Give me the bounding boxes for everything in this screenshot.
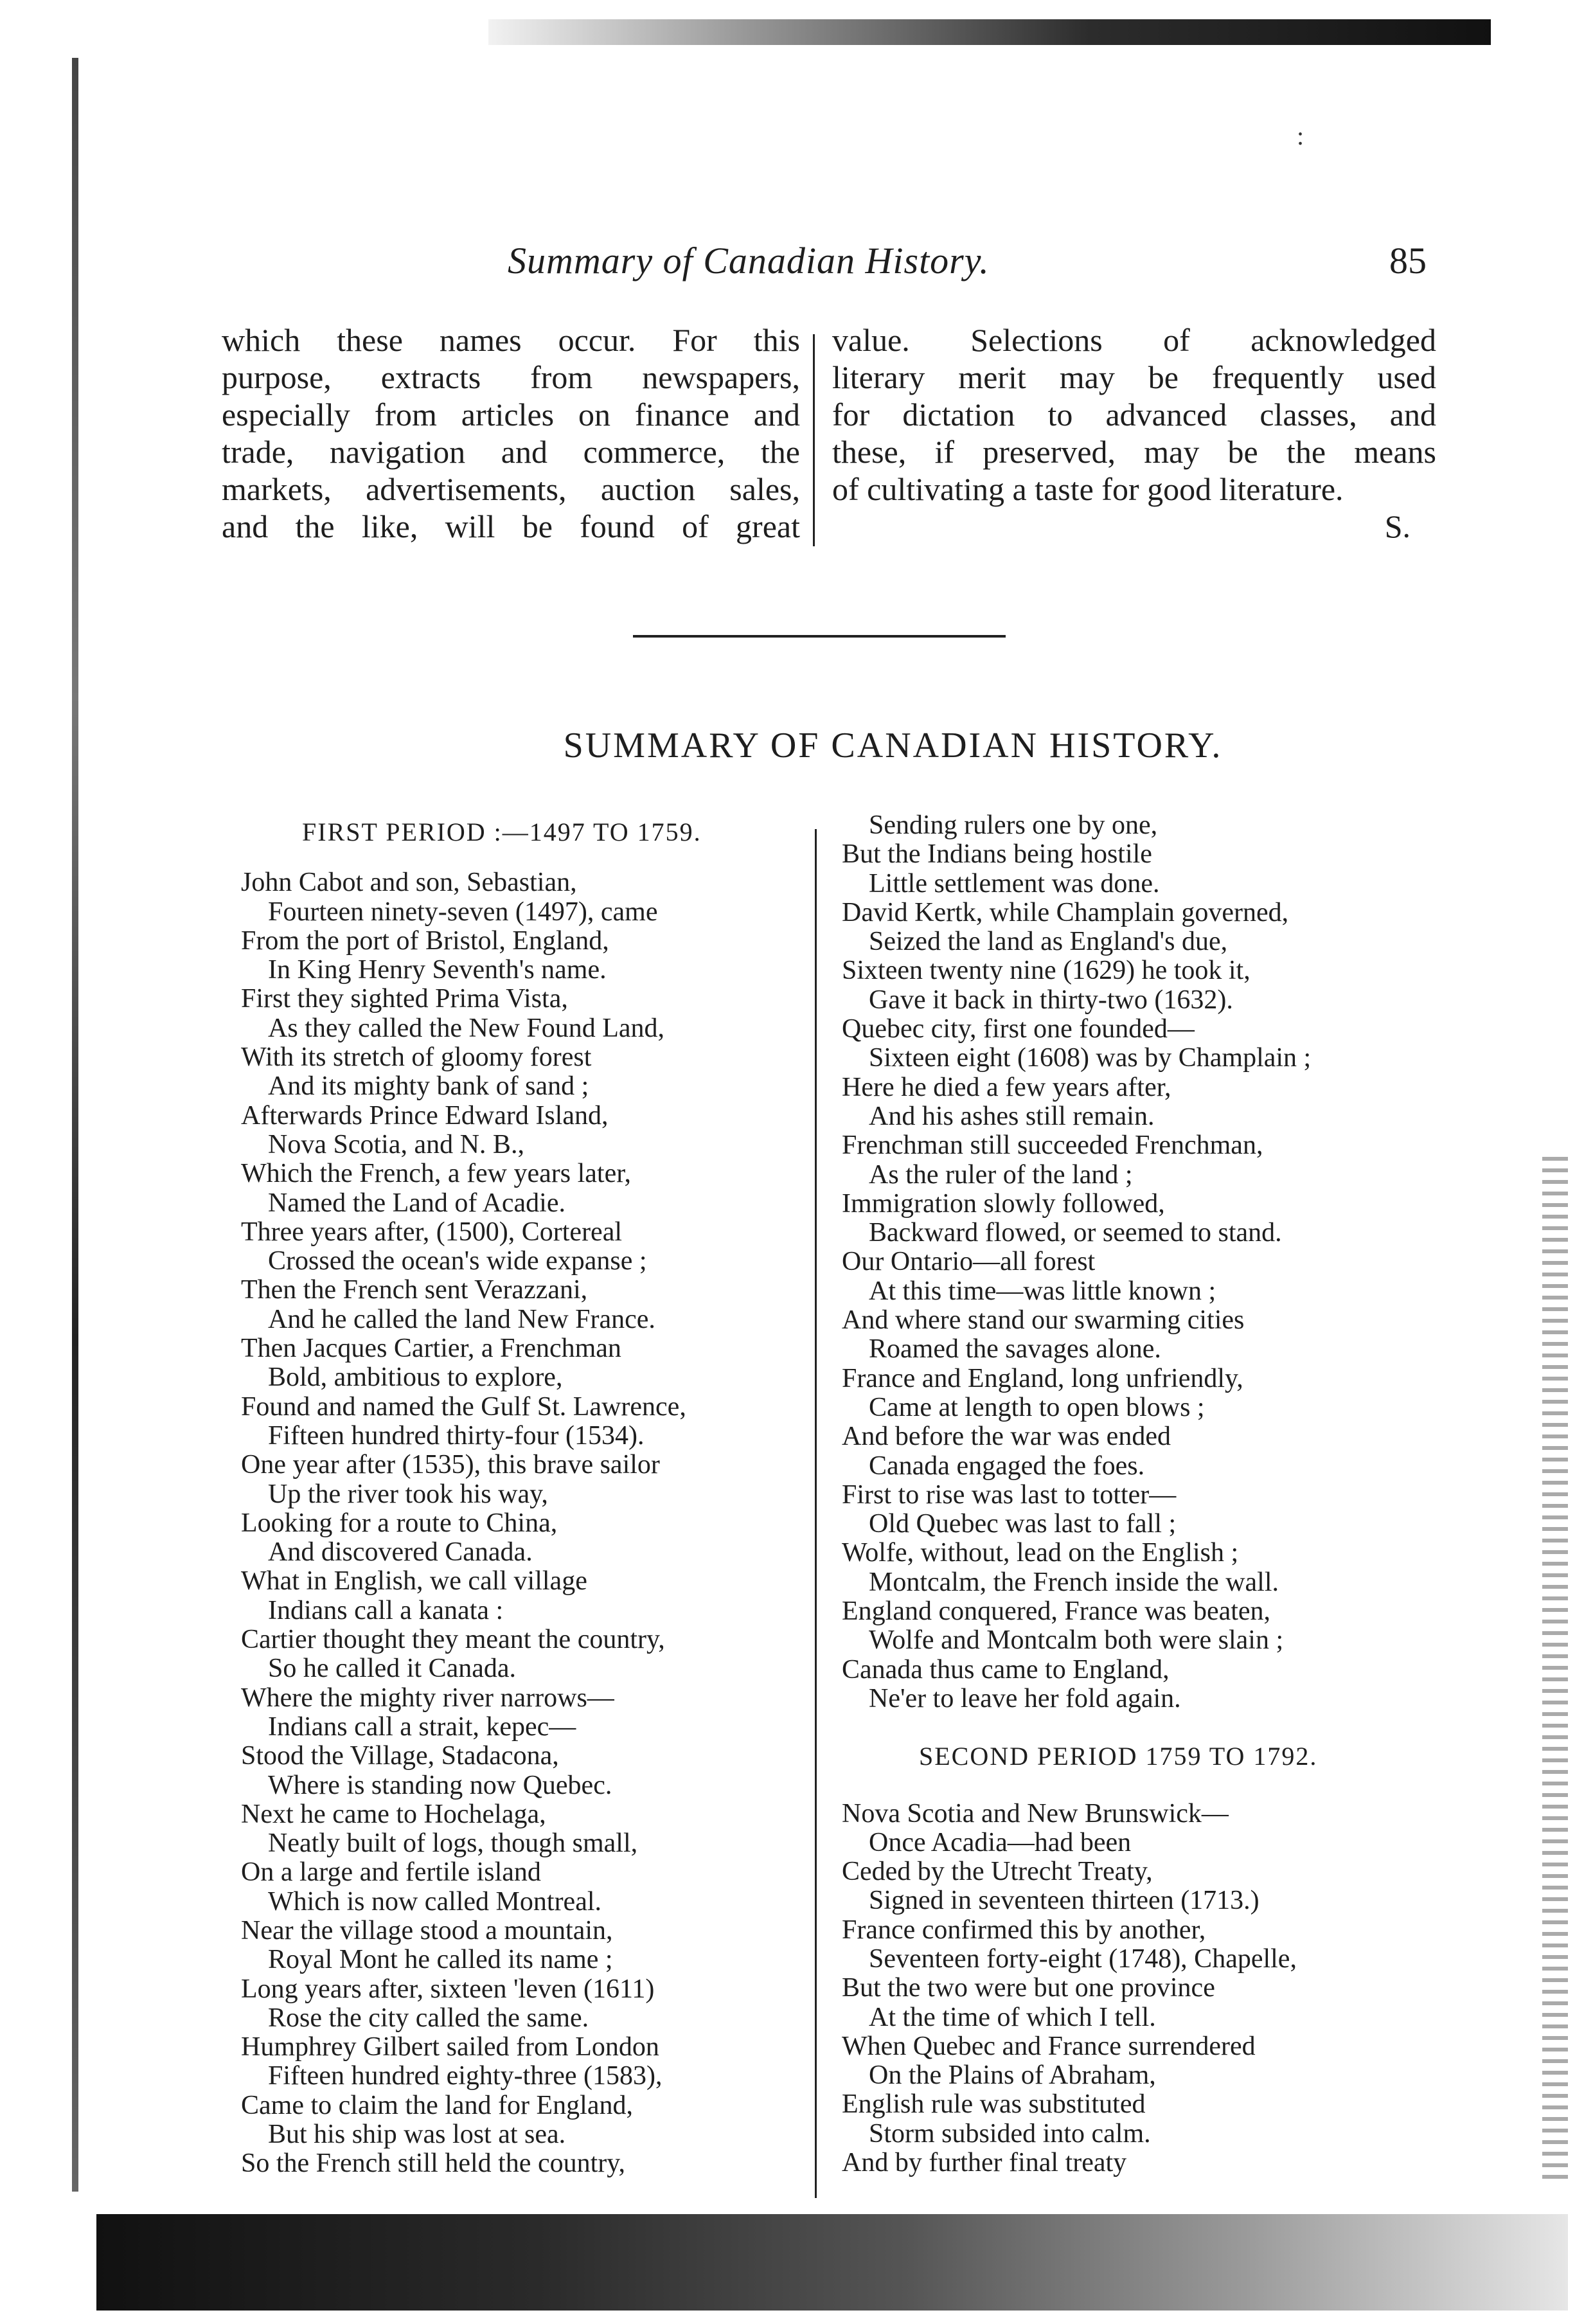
verse-line: Humphrey Gilbert sailed from London xyxy=(241,2032,659,2062)
verse-line: English rule was substituted xyxy=(842,2089,1146,2120)
verse-line: Here he died a few years after, xyxy=(842,1072,1171,1102)
verse-line: Rose the city called the same. xyxy=(268,2003,589,2033)
verse-line: As they called the New Found Land, xyxy=(268,1013,665,1043)
verse-line: What in English, we call village xyxy=(241,1566,587,1596)
verse-line: Named the Land of Acadie. xyxy=(268,1188,565,1218)
verse-line: From the port of Bristol, England, xyxy=(241,925,609,956)
verse-line: In King Henry Seventh's name. xyxy=(268,955,607,985)
verse-line: John Cabot and son, Sebastian, xyxy=(241,868,577,898)
verse-line: Crossed the ocean's wide expanse ; xyxy=(268,1246,647,1276)
verse-line: On the Plains of Abraham, xyxy=(869,2060,1156,2091)
verse-line: Seized the land as England's due, xyxy=(869,927,1228,957)
verse-line: Afterwards Prince Edward Island, xyxy=(241,1100,609,1131)
verse-line: Wolfe and Montcalm both were slain ; xyxy=(869,1625,1284,1656)
verse-line: Backward flowed, or seemed to stand. xyxy=(869,1218,1282,1248)
verse-line: Montcalm, the French inside the wall. xyxy=(869,1567,1279,1597)
intro-line: value. Selections of acknowledged xyxy=(832,322,1436,358)
verse-line: Canada engaged the foes. xyxy=(869,1451,1145,1481)
verse-line: Then Jacques Cartier, a Frenchman xyxy=(241,1334,621,1364)
verse-line: As the ruler of the land ; xyxy=(869,1159,1133,1190)
verse-line: But his ship was lost at sea. xyxy=(268,2120,566,2150)
verse-line: Long years after, sixteen 'leven (1611) xyxy=(241,1974,655,2004)
verse-line: Frenchman still succeeded Frenchman, xyxy=(842,1131,1263,1161)
verse-line: And discovered Canada. xyxy=(268,1537,533,1568)
signature: S. xyxy=(1384,508,1411,544)
scan-right-edge xyxy=(1542,1157,1568,2185)
verse-line: Nova Scotia, and N. B., xyxy=(268,1129,524,1159)
verse-line: Where the mighty river narrows— xyxy=(241,1683,614,1713)
verse-line: Fifteen hundred thirty-four (1534). xyxy=(268,1420,645,1451)
verse-line: And where stand our swarming cities xyxy=(842,1305,1245,1336)
verse-line: Came to claim the land for England, xyxy=(241,2090,633,2120)
verse-line: Storm subsided into calm. xyxy=(869,2118,1151,2149)
poem-left-column xyxy=(241,818,800,2179)
verse-line: Seventeen forty-eight (1748), Chapelle, xyxy=(869,1944,1297,1974)
verse-line: With its stretch of gloomy forest xyxy=(241,1042,592,1073)
verse-line: Ceded by the Utrecht Treaty, xyxy=(842,1857,1153,1887)
intro-line: and the like, will be found of great xyxy=(222,508,800,544)
verse-line: Royal Mont he called its name ; xyxy=(268,1945,613,1975)
verse-line: Immigration slowly followed, xyxy=(842,1188,1165,1219)
section-divider xyxy=(633,635,1006,638)
intro-line: markets, advertisements, auction sales, xyxy=(222,471,800,507)
verse-line: Stood the Village, Stadacona, xyxy=(241,1741,559,1771)
verse-line: Sixteen eight (1608) was by Champlain ; xyxy=(869,1043,1312,1073)
verse-line: Once Acadia—had been xyxy=(869,1827,1132,1857)
verse-line: So he called it Canada. xyxy=(268,1654,517,1684)
intro-line: for dictation to advanced classes, and xyxy=(832,397,1436,433)
intro-line: which these names occur. For this xyxy=(222,322,800,358)
poem-right-column xyxy=(842,811,1484,2177)
verse-line: England conquered, France was beaten, xyxy=(842,1596,1271,1627)
verse-line: Three years after, (1500), Cortereal xyxy=(241,1217,623,1247)
verse-line: Nova Scotia and New Brunswick— xyxy=(842,1798,1229,1828)
verse-line: Bold, ambitious to explore, xyxy=(268,1363,563,1393)
verse-line: At the time of which I tell. xyxy=(869,2002,1156,2032)
article-title: SUMMARY OF CANADIAN HISTORY. xyxy=(563,726,1223,765)
intro-left-column xyxy=(222,321,800,545)
verse-line: First to rise was last to totter— xyxy=(842,1479,1177,1510)
poem-column-divider xyxy=(815,829,817,2198)
verse-line: And he called the land New France. xyxy=(268,1304,655,1334)
verse-line: Cartier thought they meant the country, xyxy=(241,1625,665,1655)
verse-line: Which the French, a few years later, xyxy=(241,1159,632,1189)
verse-line: But the Indians being hostile xyxy=(842,839,1152,870)
verse-line: Indians call a kanata : xyxy=(268,1595,504,1625)
verse-line: Next he came to Hochelaga, xyxy=(241,1799,546,1829)
verse-line: And its mighty bank of sand ; xyxy=(268,1071,589,1102)
verse-line: France confirmed this by another, xyxy=(842,1915,1206,1945)
intro-line: of cultivating a taste for good literature. xyxy=(832,471,1344,507)
verse-line: Looking for a route to China, xyxy=(241,1508,558,1538)
verse-line: Sixteen twenty nine (1629) he took it, xyxy=(842,956,1250,986)
scan-left-edge xyxy=(72,58,78,2192)
verse-line: First they sighted Prima Vista, xyxy=(241,984,568,1014)
verse-line: So the French still held the country, xyxy=(241,2149,626,2179)
verse-line: Which is now called Montreal. xyxy=(268,1886,602,1917)
verse-line: And his ashes still remain. xyxy=(869,1101,1155,1131)
verse-line: But the two were but one province xyxy=(842,1973,1215,2003)
intro-paragraph xyxy=(222,321,1436,553)
verse-line: Old Quebec was last to fall ; xyxy=(869,1509,1177,1539)
verse-line: Then the French sent Verazzani, xyxy=(241,1275,588,1305)
verse-line: And by further final treaty xyxy=(842,2148,1127,2178)
verse-line: Fifteen hundred eighty-three (1583), xyxy=(268,2061,663,2091)
page-number: 85 xyxy=(1389,240,1427,282)
intro-right-column xyxy=(832,321,1436,545)
verse-line: At this time—was little known ; xyxy=(869,1276,1216,1306)
verse-line: And before the war was ended xyxy=(842,1422,1171,1452)
scan-bottom-border xyxy=(96,2214,1568,2311)
running-title: Summary of Canadian History. xyxy=(508,240,990,282)
verse-line: Came at length to open blows ; xyxy=(869,1392,1205,1422)
scan-speck: : xyxy=(1297,121,1304,150)
intro-line: literary merit may be frequently used xyxy=(832,359,1436,395)
verse-line: Our Ontario—all forest xyxy=(842,1247,1096,1277)
verse-line: Found and named the Gulf St. Lawrence, xyxy=(241,1391,686,1422)
verse-line: Gave it back in thirty-two (1632). xyxy=(869,985,1233,1015)
second-period-heading: SECOND PERIOD 1759 TO 1792. xyxy=(919,1742,1318,1771)
verse-line: Quebec city, first one founded— xyxy=(842,1014,1195,1044)
verse-line: Sending rulers one by one, xyxy=(869,810,1158,840)
page-header xyxy=(218,239,1427,290)
intro-column-divider xyxy=(813,334,815,546)
verse-line: On a large and fertile island xyxy=(241,1857,541,1888)
verse-line: France and England, long unfriendly, xyxy=(842,1363,1243,1393)
verse-line: Ne'er to leave her fold again. xyxy=(869,1683,1181,1713)
verse-line: Where is standing now Quebec. xyxy=(268,1770,612,1800)
verse-line: Indians call a strait, kepec— xyxy=(268,1712,576,1742)
verse-line: Near the village stood a mountain, xyxy=(241,1915,613,1945)
verse-line: Little settlement was done. xyxy=(869,868,1160,898)
intro-line: purpose, extracts from newspapers, xyxy=(222,359,800,395)
verse-line: Fourteen ninety-seven (1497), came xyxy=(268,897,658,927)
verse-line: Neatly built of logs, though small, xyxy=(268,1828,638,1859)
verse-line: When Quebec and France surrendered xyxy=(842,2031,1256,2061)
verse-line: Wolfe, without, lead on the English ; xyxy=(842,1538,1239,1568)
intro-line: trade, navigation and commerce, the xyxy=(222,434,800,470)
verse-line: One year after (1535), this brave sailor xyxy=(241,1450,660,1480)
first-period-heading: FIRST PERIOD :—1497 TO 1759. xyxy=(302,818,702,846)
intro-line: these, if preserved, may be the means xyxy=(832,434,1436,470)
verse-line: Up the river took his way, xyxy=(268,1479,548,1509)
intro-line: especially from articles on finance and xyxy=(222,397,800,433)
verse-line: Canada thus came to England, xyxy=(842,1654,1170,1685)
verse-line: Signed in seventeen thirteen (1713.) xyxy=(869,1886,1259,1916)
scan-top-border xyxy=(488,19,1491,45)
verse-line: David Kertk, while Champlain governed, xyxy=(842,897,1289,927)
verse-line: Roamed the savages alone. xyxy=(869,1334,1161,1364)
